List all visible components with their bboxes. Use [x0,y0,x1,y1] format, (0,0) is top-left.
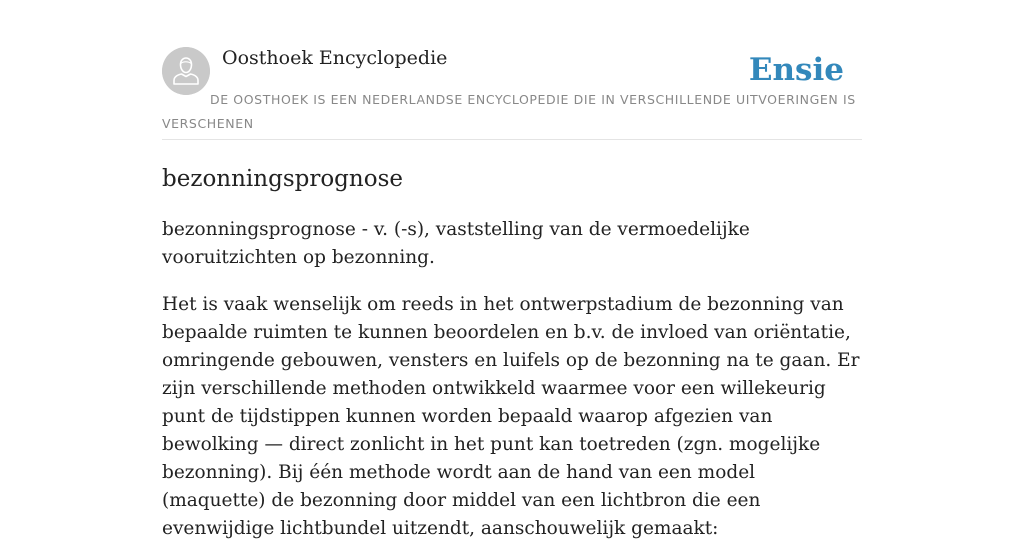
page [162,0,862,539]
header [162,0,862,140]
article-paragraph: Het is vaak wenselijk om reeds in het ontwerpstadium de bezonning van bepaalde ruimten te kunnen beoordelen en b.v. de invloed van oriëntatie, omringende gebouwen, vensters en luifels op de bezonning na te gaan. Er zijn verschillende methoden ontwikkeld waarmee voor een willekeurig punt de tijdstippen kunnen worden bepaald waarop afgezien van bewolking — direct zonlicht in het punt kan toetreden (zgn. mogelijke bezonning). Bij één methode wordt aan de hand van een model (maquette) de bezonning door middel van een lichtbron die een evenwijdige lichtbundel uitzendt, aanschouwelijk gemaakt: [162,294,860,539]
article-title: bezonningsprognose [162,166,403,192]
article-paragraph: bezonningsprognose - v. (-s), vaststelling van de vermoedelijke vooruitzichten op bezonning. [162,219,750,268]
header-divider [162,139,862,140]
brand-logo[interactable]: Ensie [748,52,844,88]
site-tagline: DE OOSTHOEK IS EEN NEDERLANDSE ENCYCLOPEDIE DIE IN VERSCHILLENDE UITVOERINGEN IS VERSCHENEN [162,92,856,131]
site-name[interactable]: Oosthoek Encyclopedie [222,47,448,69]
